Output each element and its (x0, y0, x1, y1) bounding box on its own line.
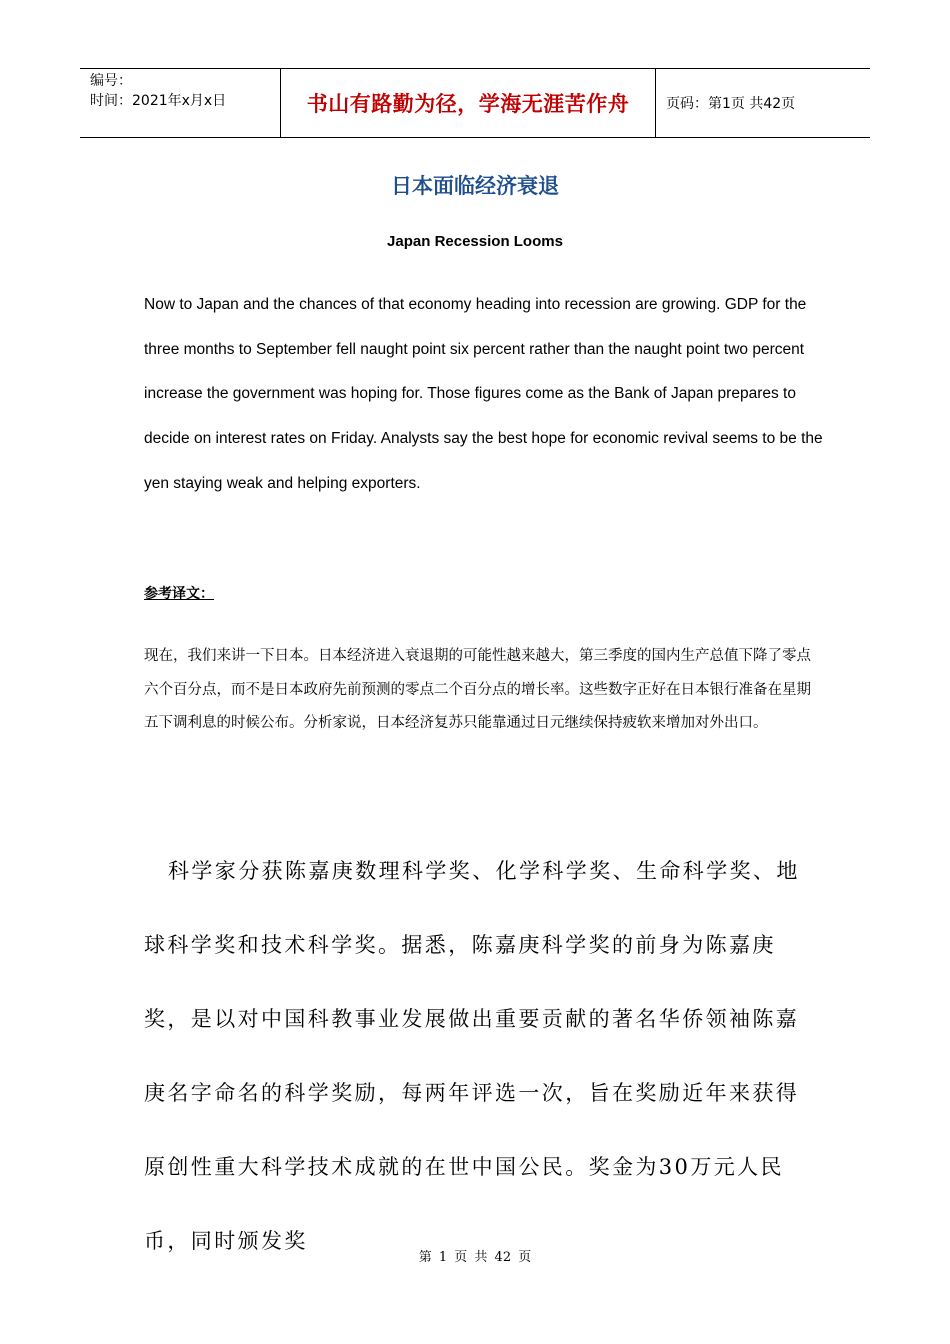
number-label: 编号： (90, 73, 132, 89)
reference-translation-label: 参考译文： (144, 586, 214, 602)
large-chinese-paragraph: 科学家分获陈嘉庚数理科学奖、化学科学奖、生命科学奖、地球科学奖和技术科学奖。据悉，陈嘉庚科学奖的前身为陈嘉庚奖，是以对中国科教事业发展做出重要贡献的著名华侨领袖陈嘉庚名字命名的科学奖励，每两年评选一次，旨在奖励近年来获得原创性重大科学技术成就的在世中国公民。奖金为30万元人民币，同时颁发奖 (144, 859, 800, 1253)
chinese-paragraph: 现在，我们来讲一下日本。日本经济进入衰退期的可能性越来越大，第三季度的国内生产总值下降了零点六个百分点，而不是日本政府先前预测的零点二个百分点的增长率。这些数字正好在日本银行准备在星期五下调利息的时候公布。分析家说，日本经济复苏只能靠通过日元继续保持疲软来增加对外出口。 (144, 648, 811, 732)
header-motto: 书山有路勤为径，学海无涯苦作舟 (280, 69, 656, 137)
header-table (80, 68, 870, 138)
document-subtitle: Japan Recession Looms (387, 233, 563, 250)
english-paragraph: Now to Japan and the chances of that economy heading into recession are growing. GDP for the three months to September fell naught point six percent rather than the naught point two percent increase the government was hoping for. Those figures come as the Bank of Japan prepares to decide on interest rates on Friday. Analysts say the best hope for economic revival seems to be the yen staying weak and helping exporters. (144, 296, 823, 492)
time-label: 时间：2021年x月x日 (90, 93, 227, 109)
header-page-info: 页码：第1页 共42页 (666, 96, 796, 112)
page-footer: 第 1 页 共 42 页 (418, 1250, 532, 1265)
header-meta (80, 69, 280, 137)
document-title: 日本面临经济衰退 (391, 174, 559, 198)
